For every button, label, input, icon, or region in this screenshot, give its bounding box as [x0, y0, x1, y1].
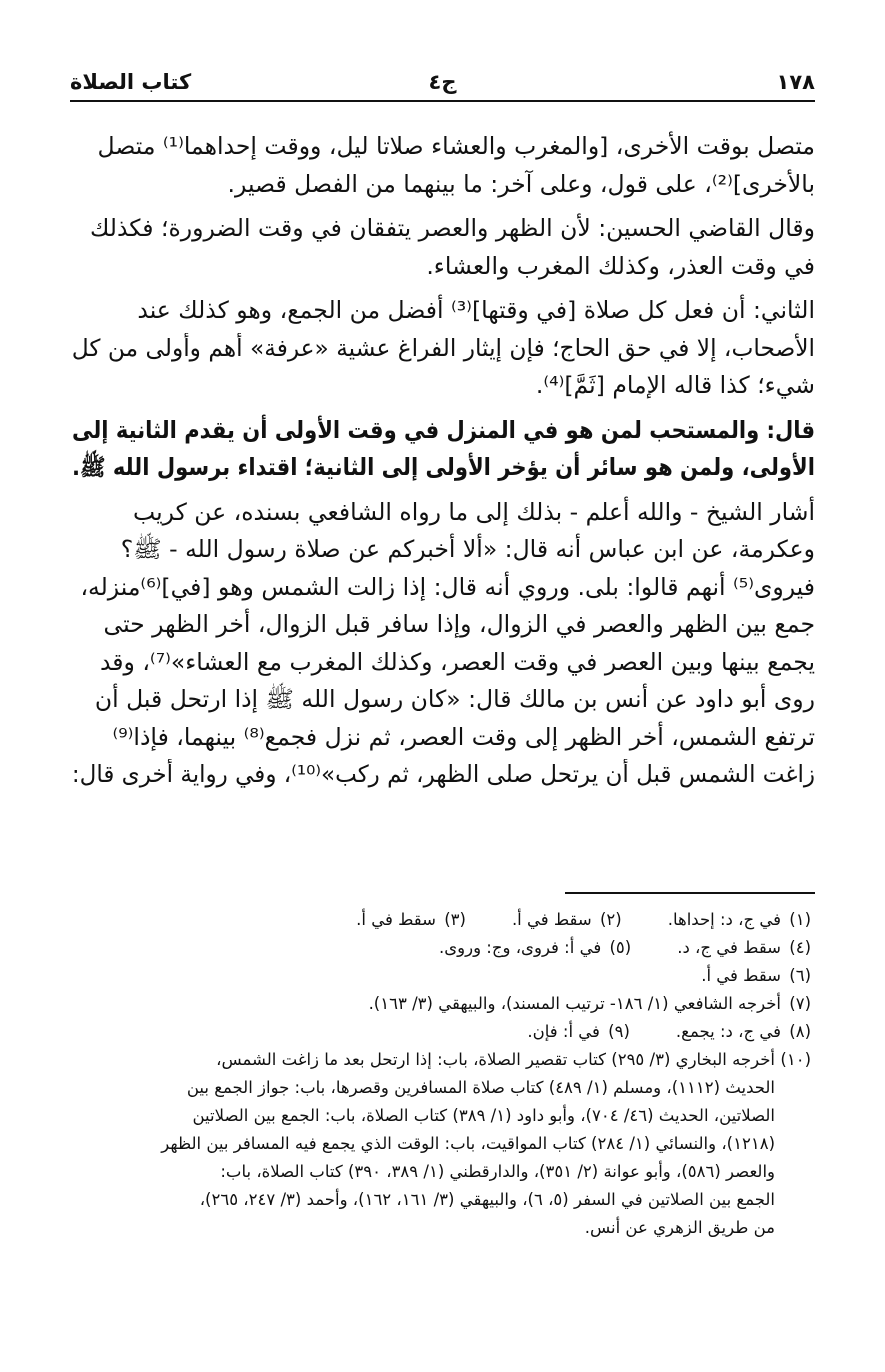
footnote-number: (٣): [444, 910, 466, 929]
footnote-text: [70, 1046, 775, 1242]
text-line: وعكرمة، عن ابن عباس أنه قال: «ألا أخبركم عن صلاة رسول الله - ﷺ؟: [120, 535, 815, 563]
footnote-row: [70, 990, 811, 1018]
footnote-separator: [565, 892, 815, 894]
footnote-text: سقط في ج، د.: [677, 938, 781, 957]
footnote-number: (٦): [789, 966, 811, 985]
text-line: أشار الشيخ - والله أعلم - بذلك إلى ما رواه الشافعي بسنده، عن كريب: [133, 497, 815, 526]
footnote-line: الجمع بين الصلاتين في السفر (٥، ٦)، والبيهقي (٣/ ١٦١، ١٦٢)، وأحمد (٣/ ٢٤٧، ٢٦٥)،: [199, 1190, 775, 1209]
paragraph: [72, 292, 815, 405]
main-text: [72, 128, 815, 801]
text-line: في وقت العذر، وكذلك المغرب والعشاء.: [426, 251, 815, 280]
footnote-item: [676, 1018, 811, 1046]
footnote-number: (١٠): [780, 1050, 811, 1069]
footnote-text: سقط في أ.: [356, 910, 436, 929]
footnote-item: [668, 906, 811, 934]
paragraph: [72, 210, 815, 285]
footnote-row: [70, 1018, 811, 1046]
paragraph: [72, 128, 815, 203]
footnote-number: (٧): [789, 994, 811, 1013]
footnote-number: (٤): [789, 938, 811, 957]
text-line: روى أبو داود عن أنس بن مالك قال: «كان رسول الله ﷺ إذا ارتحل قبل أن: [94, 685, 815, 713]
footnote-text: في ج، د: إحداها.: [667, 910, 781, 929]
text-line: ترتفع الشمس، أخر الظهر إلى وقت العصر، ثم نزل فجمع⁽⁸⁾ بينهما، فإذا⁽⁹⁾: [112, 722, 815, 751]
footnote-number: (٨): [789, 1022, 811, 1041]
text-line: يجمع بينها وبين العصر في وقت العصر، وكذلك المغرب مع العشاء»⁽⁷⁾، وقد: [99, 647, 815, 676]
footnotes: [70, 906, 811, 1242]
text-line: فيروى⁽⁵⁾ أنهم قالوا: بلى. وروي أنه قال: إذا زالت الشمس وهو [في]⁽⁶⁾منزله،: [80, 572, 815, 601]
footnote-text: سقط في أ.: [701, 966, 781, 985]
text-line: متصل بوقت الأخرى، [والمغرب والعشاء صلاتا ليل، ووقت إحداهما⁽¹⁾ متصل: [97, 132, 815, 160]
text-line: جمع بين الظهر والعصر في الزوال، وإذا سافر قبل الزوال، أخر الظهر حتى: [103, 610, 815, 638]
footnote-number: (٥): [609, 938, 632, 957]
footnote-number: (٢): [599, 910, 622, 929]
footnote-text: في أ: فروى، وج: وروى.: [439, 938, 602, 957]
text-line: قال: والمستحب لمن هو في المنزل في وقت الأولى أن يقدم الثانية إلى: [72, 415, 816, 444]
footnote-item: [701, 962, 811, 990]
footnote-row: [70, 962, 811, 990]
text-line: زاغت الشمس قبل أن يرتحل صلى الظهر، ثم ركب»⁽¹⁰⁾، وفي رواية أخرى قال:: [71, 760, 815, 788]
footnote-line: والعصر (٥٨٦)، وأبو عوانة (٢/ ٣٥١)، والدارقطني (١/ ٣٨٩، ٣٩٠) كتاب الصلاة، باب:: [220, 1162, 775, 1181]
footnote-item: [512, 906, 622, 934]
footnote-item: [527, 1018, 630, 1046]
paragraph: [72, 494, 815, 794]
footnote-line: الصلاتين، الحديث (٤٦/ ٧٠٤)، وأبو داود (١/ ٣٨٩) كتاب الصلاة، باب: الجمع بين الصلاتين: [192, 1106, 775, 1125]
footnote-line: (١٢١٨)، والنسائي (١/ ٢٨٤) كتاب المواقيت، باب: الوقت الذي يجمع فيه المسافر بين الظهر: [161, 1134, 775, 1153]
footnote-line: الحديث (١١١٢)، ومسلم (١/ ٤٨٩) كتاب صلاة المسافرين وقصرها، باب: جواز الجمع بين: [186, 1078, 775, 1097]
footnote-row: [70, 934, 811, 962]
footnote-row: [70, 906, 811, 934]
running-header: [70, 66, 815, 102]
footnote-text: في ج، د: يجمع.: [675, 1022, 781, 1041]
book-title: كتاب الصلاة: [70, 70, 192, 94]
footnote-text: في أ: فإن.: [527, 1022, 600, 1041]
footnote-number: (٩): [608, 1022, 630, 1041]
text-line: الثاني: أن فعل كل صلاة [في وقتها]⁽³⁾ أفضل من الجمع، وهو كذلك عند: [137, 296, 815, 324]
text-line: بالأخرى]⁽²⁾، على قول، وعلى آخر: ما بينهما من الفصل قصير.: [227, 169, 815, 198]
footnote-line: أخرجه البخاري (٣/ ٢٩٥) كتاب تقصير الصلاة، باب: إذا ارتحل بعد ما زاغت الشمس،: [216, 1050, 775, 1069]
text-line: الأولى، ولمن هو سائر أن يؤخر الأولى إلى الثانية؛ اقتداء برسول الله ﷺ.: [72, 453, 815, 481]
footnote-text: سقط في أ.: [511, 910, 592, 929]
footnote-item-long: [70, 1046, 811, 1242]
text-line: وقال القاضي الحسين: لأن الظهر والعصر يتفقان في وقت الضرورة؛ فكذلك: [90, 214, 815, 242]
paragraph: [72, 412, 815, 487]
footnote-number: (١): [789, 910, 811, 929]
footnote-line: من طريق الزهري عن أنس.: [584, 1218, 775, 1237]
footnote-item: [677, 934, 811, 962]
page-number: ١٧٨: [776, 70, 815, 94]
volume-label: ج٤: [428, 70, 457, 94]
text-line: شيء؛ كذا قاله الإمام [ثَمَّ]⁽⁴⁾.: [535, 371, 815, 399]
text-line: الأصحاب، إلا في حق الحاج؛ فإن إيثار الفراغ عشية «عرفة» أهم وأولى من كل: [71, 333, 816, 362]
footnote-item: [356, 906, 466, 934]
footnote-item: [439, 934, 631, 962]
footnote-text: أخرجه الشافعي (١/ ١٨٦- ترتيب المسند)، والبيهقي (٣/ ١٦٣).: [368, 994, 781, 1013]
footnote-item: [369, 990, 811, 1018]
